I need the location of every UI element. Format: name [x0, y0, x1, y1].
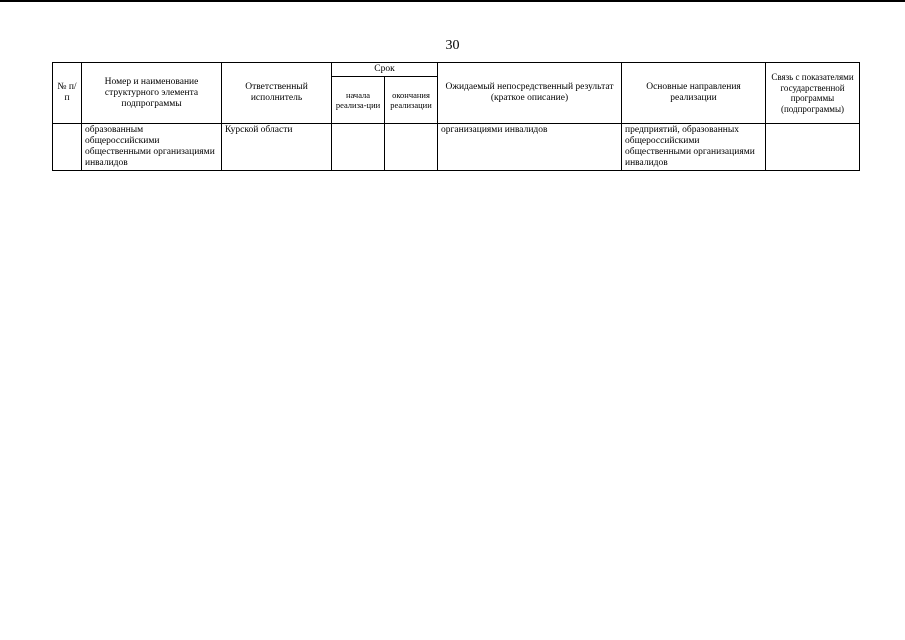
cell-link [766, 124, 860, 171]
top-border-line [0, 0, 905, 2]
subprogram-table [52, 62, 860, 171]
header-term-start: начала реализа-ции [332, 77, 385, 124]
header-element: Номер и наименование структурного элемента подпрограммы [82, 63, 222, 124]
cell-term-start [332, 124, 385, 171]
header-directions: Основные направления реализации [622, 63, 766, 124]
header-term: Срок [332, 63, 438, 77]
header-executor: Ответственный исполнитель [222, 63, 332, 124]
header-term-end: окончания реализации [385, 77, 438, 124]
cell-num [53, 124, 82, 171]
header-link: Связь с показателями государственной программы (подпрограммы) [766, 63, 860, 124]
cell-executor: Курской области [222, 124, 332, 171]
header-num: № п/п [53, 63, 82, 124]
page-number: 30 [445, 38, 460, 53]
table-row [53, 124, 860, 171]
cell-directions: предприятий, образованных общероссийскими общественными организациями инвалидов [622, 124, 766, 171]
cell-term-end [385, 124, 438, 171]
cell-result: организациями инвалидов [438, 124, 622, 171]
cell-element: образованным общероссийскими общественными организациями инвалидов [82, 124, 222, 171]
header-result: Ожидаемый непосредственный результат (краткое описание) [438, 63, 622, 124]
header-row-top [53, 63, 860, 77]
